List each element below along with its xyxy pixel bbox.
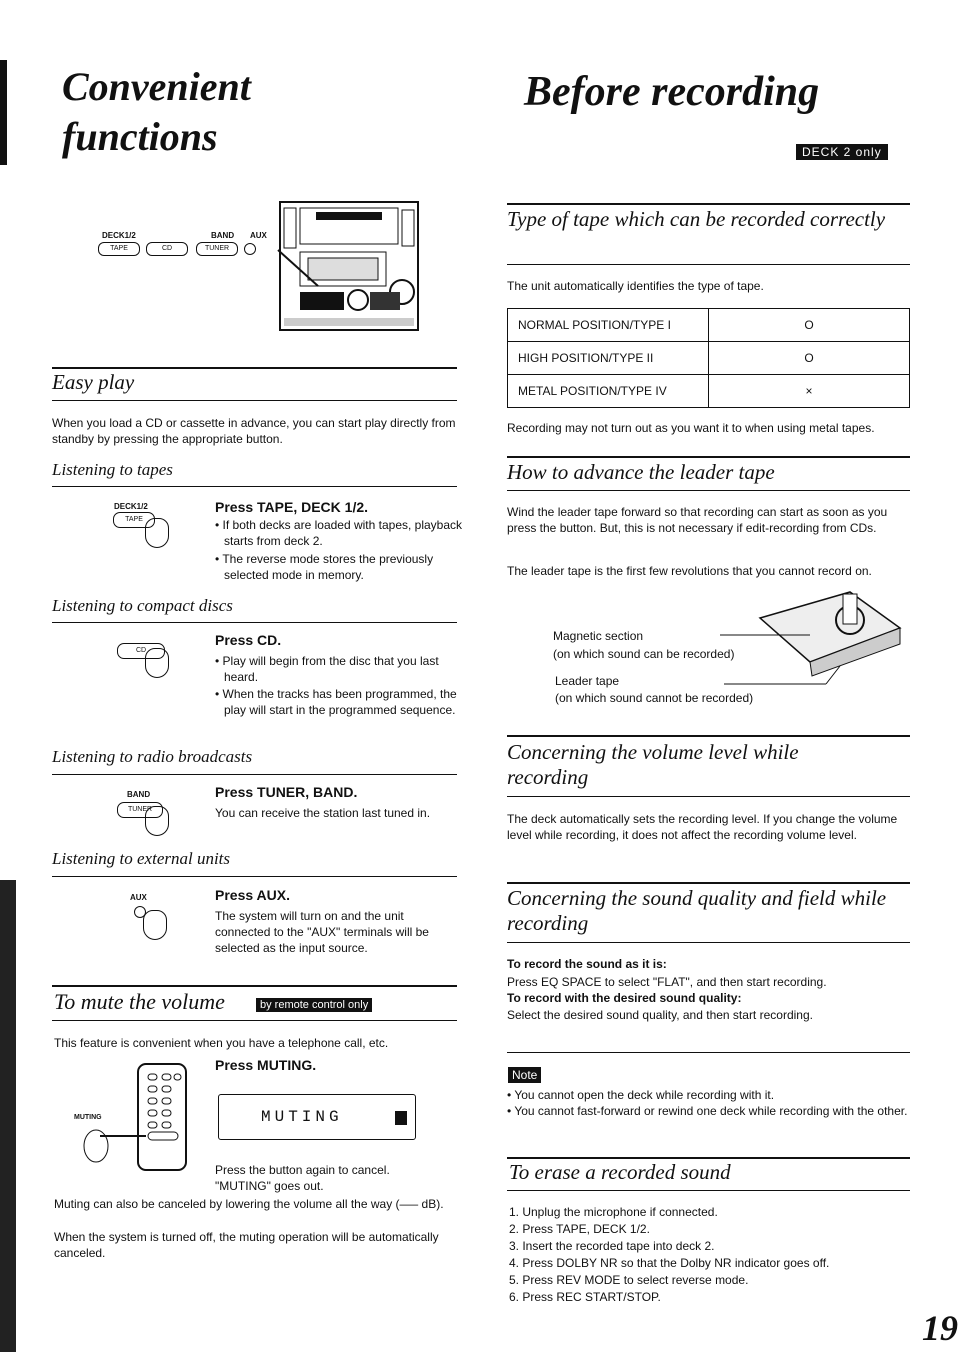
table-row (508, 342, 910, 375)
radio-icon-label: BAND (127, 790, 151, 799)
external-press: Press AUX. (215, 887, 290, 903)
cd-heading: Listening to compact discs (52, 596, 233, 615)
cd-bullet-2: • When the tracks has been programmed, the play will start in the programmed sequence. (215, 687, 457, 717)
quality-heading-2: To record with the desired sound quality: (507, 991, 742, 1005)
mute-press: Press MUTING. (215, 1057, 317, 1073)
volume-text: The deck automatically sets the recording level. If you change the volume level while recording, it does not affect the recording volume level. (507, 812, 898, 842)
aux-label: AUX (250, 231, 267, 240)
leader-sub: (on which sound cannot be recorded) (555, 691, 754, 705)
erase-top-rule (507, 1157, 910, 1159)
tapes-rule (52, 486, 457, 487)
tape-type-table (507, 308, 910, 408)
mute-intro: This feature is convenient when you have a telephone call, etc. (54, 1036, 389, 1050)
finger-icon (145, 648, 169, 678)
mute-cancel-1: Press the button again to cancel. (215, 1163, 390, 1177)
leader-title: How to advance the leader tape (507, 460, 775, 484)
volume-bottom-rule (507, 796, 910, 797)
easy-play-bottom-rule (52, 400, 457, 401)
leader-top-rule (507, 456, 910, 458)
radio-text: You can receive the station last tuned in. (215, 806, 431, 820)
tapes-icon-label: DECK1/2 (114, 502, 148, 511)
note-bullet-1: • You cannot open the deck while recording with it. (507, 1088, 775, 1102)
muting-label: MUTING (74, 1114, 102, 1121)
radio-rule (52, 774, 457, 775)
cd-press: Press CD. (215, 632, 282, 648)
tape-type-intro: The unit automatically identifies the type of tape. (507, 279, 764, 293)
left-margin-bar (0, 60, 7, 165)
quality-text-2: Select the desired sound quality, and then start recording. (507, 1008, 813, 1022)
leader-paragraph-2: The leader tape is the first few revolutions that you cannot record on. (507, 564, 872, 578)
list-item: 6. Press REC START/STOP. (509, 1290, 661, 1304)
erase-title: To erase a recorded sound (509, 1160, 731, 1184)
quality-top-rule (507, 882, 910, 884)
mute-title: To mute the volume (54, 989, 225, 1014)
list-item: 1. Unplug the microphone if connected. (509, 1205, 718, 1219)
easy-play-top-rule (52, 367, 457, 369)
quality-title: Concerning the sound quality and field while recording (507, 886, 887, 935)
tape-ok-cell: O (709, 309, 910, 342)
easy-play-title: Easy play (52, 370, 135, 394)
mute-cancel-2: "MUTING" goes out. (215, 1179, 324, 1193)
page-title-functions: functions (62, 114, 218, 159)
cassette-icon (700, 588, 910, 692)
erase-steps-list (509, 1204, 829, 1306)
external-heading: Listening to external units (52, 849, 231, 868)
finger-icon (145, 518, 169, 548)
tuner-button: TUNER (196, 242, 238, 256)
mute-paragraph-2: When the system is turned off, the muting operation will be automatically canceled. (54, 1230, 439, 1260)
remote-only-badge: by remote control only (256, 998, 372, 1012)
table-row (508, 375, 910, 408)
tapes-press: Press TAPE, DECK 1/2. (215, 499, 369, 515)
tape-type-cell: METAL POSITION/TYPE IV (508, 375, 709, 408)
tape-type-title: Type of tape which can be recorded correctly (507, 207, 886, 231)
quality-bottom-rule (507, 942, 910, 943)
stereo-illustration (98, 198, 428, 338)
muting-display (218, 1094, 416, 1140)
tapes-heading: Listening to tapes (52, 460, 173, 479)
quality-heading-1: To record the sound as it is: (507, 957, 667, 971)
deck-label: DECK1/2 (102, 231, 136, 240)
tapes-bullet-1: • If both decks are loaded with tapes, playback starts from deck 2. (215, 518, 463, 548)
cd-button: CD (146, 242, 188, 256)
note-top-rule (507, 1052, 910, 1053)
list-item: 3. Insert the recorded tape into deck 2. (509, 1239, 715, 1253)
easy-play-intro: When you load a CD or cassette in advance, you can start play directly from standby by pressing the appropriate button. (52, 416, 456, 446)
external-text: The system will turn on and the unit connected to the "AUX" terminals will be selected as the input source. (215, 909, 429, 955)
band-label: BAND (211, 231, 235, 240)
page-title-before-recording: Before recording (524, 69, 820, 115)
display-muting-text: MUTING (261, 1108, 343, 1126)
finger-icon (143, 910, 167, 940)
mute-top-rule (52, 985, 457, 987)
volume-title: Concerning the volume level while recording (507, 740, 799, 789)
tape-ok-cell: × (709, 375, 910, 408)
table-row (508, 309, 910, 342)
cd-rule (52, 622, 457, 623)
remote-control-icon (80, 1062, 190, 1174)
tape-type-note: Recording may not turn out as you want it to when using metal tapes. (507, 421, 875, 435)
leader-bottom-rule (507, 490, 910, 491)
tuner-press-icon: TUNER (117, 802, 163, 818)
tape-type-top-rule (507, 203, 910, 205)
erase-bottom-rule (507, 1190, 910, 1191)
deck2-only-badge: DECK 2 only (796, 144, 888, 160)
note-bullet-2: • You cannot fast-forward or rewind one deck while recording with the other. (507, 1104, 908, 1118)
magnetic-sub: (on which sound can be recorded) (553, 647, 735, 661)
note-badge: Note (508, 1067, 541, 1083)
external-icon-label: AUX (130, 893, 147, 902)
cd-press-icon: CD (117, 643, 165, 659)
tape-type-cell: HIGH POSITION/TYPE II (508, 342, 709, 375)
leader-paragraph-1: Wind the leader tape forward so that recording can start as soon as you press the button. But, this is not necessary if edit-recording from CDs. (507, 505, 888, 535)
list-item: 2. Press TAPE, DECK 1/2. (509, 1222, 650, 1236)
display-indicator-icon (395, 1111, 407, 1125)
tapes-bullet-2: • The reverse mode stores the previously selected mode in memory. (215, 552, 434, 582)
tape-type-bottom-rule (507, 264, 910, 265)
mute-bottom-rule (52, 1020, 457, 1021)
volume-top-rule (507, 735, 910, 737)
magnetic-label: Magnetic section (553, 629, 644, 643)
quality-text-1: Press EQ SPACE to select "FLAT", and then start recording. (507, 975, 827, 989)
tape-type-cell: NORMAL POSITION/TYPE I (508, 309, 709, 342)
list-item: 5. Press REV MODE to select reverse mode. (509, 1273, 749, 1287)
tape-button: TAPE (98, 242, 140, 256)
radio-heading: Listening to radio broadcasts (52, 747, 253, 766)
scan-edge-shadow (0, 880, 16, 1352)
radio-press: Press TUNER, BAND. (215, 784, 358, 800)
page-title-convenient: Convenient (62, 64, 251, 109)
finger-icon (145, 806, 169, 836)
leader-label: Leader tape (555, 674, 620, 688)
mute-paragraph-1: Muting can also be canceled by lowering the volume all the way (—– dB). (54, 1197, 444, 1211)
aux-button (244, 243, 256, 255)
external-rule (52, 876, 457, 877)
stereo-unit-icon (278, 200, 428, 335)
cd-bullet-1: • Play will begin from the disc that you last heard. (215, 654, 439, 684)
page-number: 19 (922, 1308, 958, 1348)
tape-press-icon: TAPE (113, 512, 155, 528)
list-item: 4. Press DOLBY NR so that the Dolby NR indicator goes off. (509, 1256, 830, 1270)
tape-ok-cell: O (709, 342, 910, 375)
